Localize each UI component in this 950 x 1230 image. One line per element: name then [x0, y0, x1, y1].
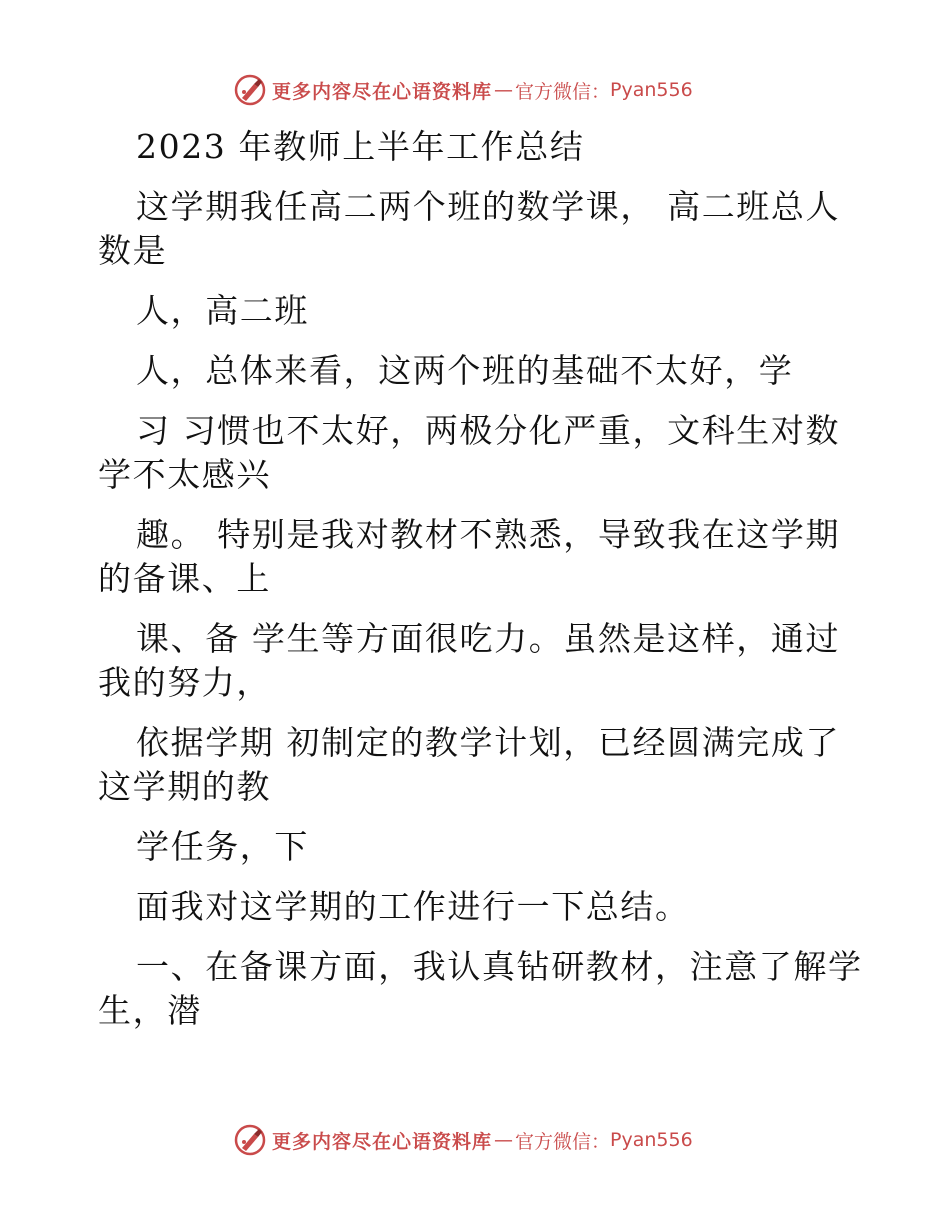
- banner-dash: —: [494, 1129, 514, 1151]
- pen-circle-logo-icon: [232, 1122, 268, 1158]
- paragraph-line: 数是: [98, 231, 168, 270]
- banner-dash: —: [494, 79, 514, 101]
- banner-wechat-id: Pyan556: [610, 79, 693, 101]
- paragraph-line: 的备课、上: [98, 559, 271, 598]
- document-title: 2023 年教师上半年工作总结: [136, 127, 585, 166]
- paragraph-line: 这学期的教: [98, 767, 271, 806]
- paragraph-line: 面我对这学期的工作进行一下总结。: [136, 887, 690, 926]
- paragraph-line: 学任务，下: [136, 827, 309, 866]
- banner-promo-text: 更多内容尽在心语资料库: [272, 1130, 493, 1153]
- paragraph-line: 我的努力，: [98, 663, 271, 702]
- paragraph-line: 依据学期 初制定的教学计划，已经圆满完成了: [136, 723, 841, 762]
- banner-wechat-label: 官方微信：: [515, 1130, 611, 1153]
- banner-wechat-label: 官方微信：: [515, 80, 611, 103]
- document-body: [98, 125, 863, 1033]
- paragraph-line: 学不太感兴: [98, 455, 271, 494]
- paragraph-line: 这学期我任高二两个班的数学课， 高二班总人: [136, 187, 841, 226]
- paragraph-line: 趣。 特别是我对教材不熟悉，导致我在这学期: [136, 515, 841, 554]
- paragraph-line: 人，高二班: [136, 291, 309, 330]
- banner-wechat-id: Pyan556: [610, 1129, 693, 1151]
- footer-banner: [232, 1121, 732, 1159]
- paragraph-line: 习 习惯也不太好，两极分化严重，文科生对数: [136, 411, 841, 450]
- header-banner: [232, 71, 732, 109]
- paragraph-line: 课、备 学生等方面很吃力。虽然是这样，通过: [136, 619, 841, 658]
- paragraph-line: 一、在备课方面，我认真钻研教材，注意了解学: [136, 947, 863, 986]
- paragraph-line: 人，总体来看，这两个班的基础不太好，学: [136, 351, 794, 390]
- pen-circle-logo-icon: [232, 72, 268, 108]
- banner-promo-text: 更多内容尽在心语资料库: [272, 80, 493, 103]
- paragraph-line: 生，潜: [98, 991, 202, 1030]
